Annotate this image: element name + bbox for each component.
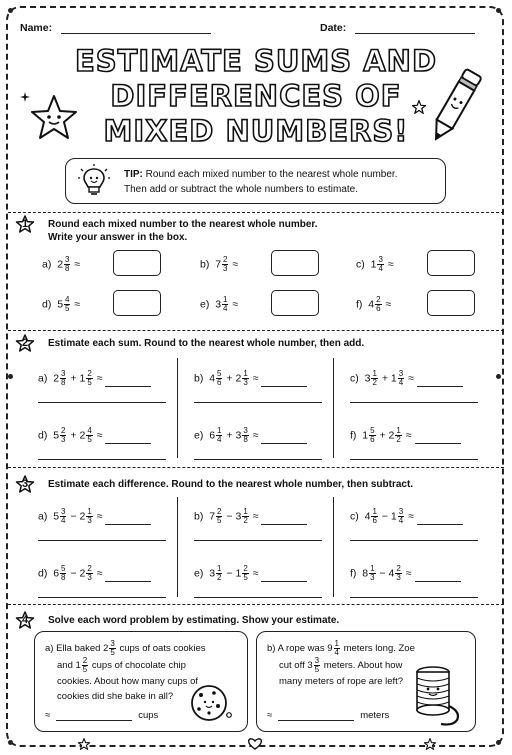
operator: − — [379, 567, 386, 580]
estimate-blank[interactable] — [261, 572, 307, 582]
whole-number: 4 — [368, 298, 375, 311]
date-label: Date: — [320, 22, 347, 34]
work-line[interactable] — [350, 459, 478, 460]
border-dot — [8, 740, 13, 745]
lightbulb-icon — [76, 163, 112, 199]
fraction: $\frac{5}{8}$ — [61, 564, 66, 582]
answer-line-b[interactable]: ≈ meters — [267, 710, 390, 721]
whole-number: 1 — [235, 567, 242, 580]
whole-number: 2 — [79, 567, 86, 580]
border-dot — [496, 8, 501, 13]
fraction: $\frac{1}{2}$ — [217, 564, 222, 582]
text-fragment: and 1 — [57, 660, 81, 672]
approx-symbol: ≈ — [96, 372, 103, 385]
section-2-heading — [48, 337, 364, 350]
approx-symbol: ≈ — [96, 567, 103, 580]
footer-star-icon — [78, 738, 90, 750]
approx-symbol: ≈ — [408, 510, 414, 523]
border-dot — [8, 8, 13, 13]
problem-letter: e) — [200, 298, 210, 311]
work-line[interactable] — [38, 540, 166, 541]
whole-number: 3 — [209, 567, 216, 580]
whole-number: 1 — [390, 372, 397, 385]
section-4-heading — [48, 614, 339, 627]
problem-letter: f) — [350, 567, 357, 580]
whole-number: 5 — [57, 298, 64, 311]
round-problem — [200, 256, 238, 273]
work-line[interactable] — [38, 459, 166, 460]
whole-number: 3 — [235, 429, 242, 442]
operator: + — [381, 372, 388, 385]
text-fragment: cups of chocolate chip — [91, 660, 186, 672]
fraction: $\frac{5}{6}$ — [217, 369, 222, 387]
section-number: 2 — [21, 337, 29, 349]
text-fragment: cookies did she bake in all? — [57, 691, 174, 702]
fraction: $\frac{1}{2}$ — [243, 507, 248, 525]
fraction: $\frac{1}{3}$ — [87, 507, 92, 525]
text-fragment: cookies. About how many cups of — [57, 676, 198, 687]
fraction: $\frac{3}{4}$ — [398, 369, 404, 387]
tip-text — [124, 167, 398, 197]
fraction: $\frac{2}{3}$ — [87, 564, 92, 582]
heading-line: Estimate each sum. Round to the nearest whole number, then add. — [48, 338, 365, 349]
whole-number: 4 — [364, 510, 371, 523]
name-label: Name: — [20, 22, 53, 34]
unit-label: meters — [360, 710, 390, 721]
sum-problem — [194, 370, 307, 387]
estimate-blank[interactable] — [105, 434, 151, 444]
estimate-blank[interactable] — [417, 515, 463, 525]
approx-symbol: ≈ — [96, 510, 103, 523]
estimate-blank[interactable] — [105, 572, 151, 582]
whole-number: 6 — [209, 429, 216, 442]
operator: − — [70, 567, 77, 580]
whole-number: 2 — [235, 372, 242, 385]
heading-line: Solve each word problem by estimating. Show your estimate. — [48, 615, 340, 626]
answer-box[interactable] — [271, 250, 319, 276]
heart-icon — [240, 737, 270, 751]
footer-star-icon — [424, 738, 436, 750]
estimate-blank[interactable] — [415, 434, 461, 444]
work-line[interactable] — [350, 540, 478, 541]
answer-box[interactable] — [113, 290, 161, 316]
answer-line-a[interactable]: ≈ cups — [45, 710, 159, 721]
problem-letter: a) — [42, 258, 52, 271]
work-line[interactable] — [350, 597, 478, 598]
whole-number: 3 — [364, 372, 371, 385]
whole-number: 4 — [209, 372, 216, 385]
fraction: $\frac{1}{4}$ — [334, 639, 339, 657]
estimate-blank[interactable] — [261, 515, 307, 525]
sum-problem — [350, 427, 461, 444]
whole-number: 8 — [362, 567, 369, 580]
fraction: $\frac{2}{6}$ — [376, 295, 381, 313]
operator: − — [226, 567, 233, 580]
whole-number: 3 — [235, 510, 242, 523]
text-fragment: cut off 3 — [279, 660, 313, 672]
estimate-blank[interactable] — [417, 377, 463, 387]
border-dot — [496, 374, 501, 379]
problem-letter: e) — [194, 567, 204, 580]
fraction: $\frac{4}{5}$ — [65, 295, 70, 313]
fraction: $\frac{2}{5}$ — [243, 564, 248, 582]
fraction: $\frac{2}{5}$ — [217, 507, 222, 525]
problem-letter: d) — [42, 298, 52, 311]
section-3-heading — [48, 478, 413, 491]
whole-number: 2 — [79, 429, 86, 442]
sum-problem — [350, 370, 463, 387]
operator: − — [381, 510, 388, 523]
title-line-3: MIXED NUMBERS! — [103, 114, 409, 148]
round-problem — [356, 296, 391, 313]
sum-problem — [38, 370, 151, 387]
heading-line: Round each mixed number to the nearest whole number. — [48, 219, 318, 230]
word-problem-a-text — [45, 640, 206, 704]
diff-problem — [38, 508, 151, 525]
border-dot — [8, 374, 13, 379]
whole-number: 3 — [215, 298, 222, 311]
sum-problem — [194, 427, 307, 444]
approx-symbol: ≈ — [408, 372, 414, 385]
word-problem-a — [34, 631, 248, 732]
whole-number: 4 — [388, 567, 395, 580]
operator: + — [226, 372, 233, 385]
section-number-badge — [15, 215, 35, 235]
approx-symbol: ≈ — [252, 372, 259, 385]
section-number-badge — [15, 475, 35, 495]
fraction: $\frac{1}{3}$ — [243, 369, 248, 387]
approx-symbol: ≈ — [74, 298, 81, 311]
problem-letter: b) — [194, 372, 204, 385]
problem-letter: c) — [356, 258, 365, 271]
fraction: $\frac{3}{8}$ — [61, 369, 66, 387]
fraction: $\frac{1}{2}$ — [372, 369, 377, 387]
answer-box[interactable] — [113, 250, 161, 276]
fraction: $\frac{2}{3}$ — [61, 426, 66, 444]
date-field[interactable] — [320, 22, 475, 34]
tip-box — [65, 158, 446, 204]
cookie-icon — [187, 682, 233, 722]
operator: + — [70, 372, 77, 385]
approx-symbol: ≈ — [405, 429, 412, 442]
section-number-badge — [15, 334, 35, 354]
whole-number: 1 — [79, 372, 86, 385]
problem-letter: a) — [38, 510, 48, 523]
whole-number: 1 — [390, 510, 397, 523]
approx-symbol: ≈ — [74, 258, 81, 271]
section-number: 1 — [21, 218, 29, 230]
rope-spool-icon — [407, 662, 469, 728]
work-line[interactable] — [194, 459, 322, 460]
diff-problem — [38, 565, 151, 582]
section-number: 4 — [21, 614, 29, 626]
problem-letter: b) — [194, 510, 204, 523]
column-divider — [333, 497, 334, 597]
fraction: $\frac{1}{2}$ — [396, 426, 401, 444]
estimate-blank[interactable] — [261, 377, 307, 387]
fraction: $\frac{2}{5}$ — [82, 656, 88, 674]
problem-letter: d) — [38, 429, 48, 442]
date-line — [355, 23, 475, 34]
unit-label: cups — [138, 710, 159, 721]
problem-letter: d) — [38, 567, 48, 580]
text-fragment: Ella baked 2 — [56, 643, 109, 655]
operator: − — [70, 510, 77, 523]
section-number: 3 — [21, 478, 29, 490]
whole-number: 5 — [53, 510, 60, 523]
problem-letter: f) — [350, 429, 357, 442]
approx-symbol: ≈ — [252, 429, 259, 442]
problem-letter: c) — [350, 372, 359, 385]
section-divider — [8, 212, 504, 213]
section-1-heading — [48, 218, 318, 244]
problem-letter: a) — [38, 372, 48, 385]
whole-number: 2 — [388, 429, 395, 442]
diff-problem — [194, 508, 307, 525]
whole-number: 7 — [215, 258, 222, 271]
text-fragment: cups of oats cookies — [119, 643, 206, 655]
problem-letter: f) — [356, 298, 363, 311]
work-line[interactable] — [194, 402, 322, 403]
text-fragment: A rope was 9 — [277, 643, 333, 655]
word-problem-b — [256, 631, 476, 732]
fraction: $\frac{2}{5}$ — [87, 369, 92, 387]
answer-box[interactable] — [427, 290, 475, 316]
fraction: $\frac{1}{3}$ — [370, 564, 375, 582]
column-divider — [177, 497, 178, 597]
fraction: $\frac{3}{8}$ — [243, 426, 248, 444]
fraction: $\frac{1}{4}$ — [223, 295, 228, 313]
name-field[interactable] — [20, 22, 211, 34]
whole-number: 1 — [362, 429, 369, 442]
estimate-blank[interactable] — [261, 434, 307, 444]
problem-letter: c) — [350, 510, 359, 523]
round-problem — [42, 256, 80, 273]
fraction: $\frac{3}{4}$ — [398, 507, 404, 525]
operator: − — [226, 510, 233, 523]
round-problem — [200, 296, 238, 313]
whole-number: 2 — [79, 510, 86, 523]
fraction: $\frac{2}{3}$ — [396, 564, 401, 582]
heading-line: Estimate each difference. Round to the nearest whole number, then subtract. — [48, 479, 414, 490]
column-divider — [333, 358, 334, 458]
section-divider — [8, 604, 504, 605]
estimate-blank[interactable] — [105, 515, 151, 525]
fraction: $\frac{3}{5}$ — [314, 656, 320, 674]
fraction: $\frac{1}{4}$ — [217, 426, 222, 444]
estimate-blank[interactable] — [105, 377, 151, 387]
title-line-2: DIFFERENCES OF — [110, 79, 402, 113]
sum-problem — [38, 427, 151, 444]
approx-symbol: ≈ — [252, 567, 259, 580]
problem-letter: b) — [200, 258, 210, 271]
work-line[interactable] — [350, 402, 478, 403]
whole-number: 2 — [53, 372, 60, 385]
work-line[interactable] — [194, 597, 322, 598]
fraction: $\frac{5}{6}$ — [370, 426, 375, 444]
approx-symbol: ≈ — [385, 298, 392, 311]
section-divider — [8, 330, 504, 331]
fraction: $\frac{3}{4}$ — [61, 507, 66, 525]
text-fragment: meters. About how — [323, 660, 403, 672]
whole-number: 6 — [53, 567, 60, 580]
approx-symbol: ≈ — [405, 567, 412, 580]
fraction: $\frac{4}{5}$ — [87, 426, 92, 444]
fraction: $\frac{3}{5}$ — [110, 639, 115, 657]
fraction: $\frac{1}{6}$ — [372, 507, 377, 525]
sparkle-icon — [20, 92, 30, 102]
problem-letter: b) — [267, 643, 276, 655]
name-line — [61, 23, 211, 34]
approx-symbol: ≈ — [96, 429, 103, 442]
problem-letter: e) — [194, 429, 204, 442]
fraction: $\frac{3}{4}$ — [378, 255, 383, 273]
operator: + — [70, 429, 77, 442]
whole-number: 1 — [370, 258, 377, 271]
operator: + — [226, 429, 233, 442]
estimate-blank[interactable] — [415, 572, 461, 582]
fraction: $\frac{3}{8}$ — [65, 255, 70, 273]
heading-line: Write your answer in the box. — [48, 232, 188, 243]
star-mascot-icon — [28, 93, 80, 143]
section-divider — [8, 467, 504, 468]
approx-symbol: ≈ — [252, 510, 259, 523]
approx-symbol: ≈ — [387, 258, 394, 271]
tip-line-1: Round each mixed number to the nearest whole number. — [145, 169, 398, 180]
whole-number: 5 — [53, 429, 60, 442]
column-divider — [177, 358, 178, 458]
section-number-badge — [15, 611, 35, 631]
tip-label: TIP: — [124, 169, 143, 180]
text-fragment: meters long. Zoe — [343, 643, 415, 655]
pencil-mascot-icon — [425, 62, 485, 150]
whole-number: 2 — [57, 258, 64, 271]
answer-box[interactable] — [271, 290, 319, 316]
word-problem-b-text — [267, 640, 415, 689]
answer-box[interactable] — [427, 250, 475, 276]
small-star-icon — [412, 100, 426, 114]
round-problem — [42, 296, 80, 313]
problem-letter: a) — [45, 643, 54, 655]
work-line[interactable] — [38, 402, 166, 403]
text-fragment: many meters of rope are left? — [279, 676, 404, 687]
tip-line-2: Then add or subtract the whole numbers to estimate. — [124, 184, 359, 195]
diff-problem — [194, 565, 307, 582]
diff-problem — [350, 565, 461, 582]
diff-problem — [350, 508, 463, 525]
round-problem — [356, 256, 394, 273]
title-line-1: ESTIMATE SUMS AND — [74, 44, 438, 78]
operator: + — [379, 429, 386, 442]
border-dot — [496, 740, 501, 745]
approx-symbol: ≈ — [232, 258, 239, 271]
fraction: $\frac{2}{3}$ — [223, 255, 228, 273]
work-line[interactable] — [38, 597, 166, 598]
approx-symbol: ≈ — [232, 298, 239, 311]
work-line[interactable] — [194, 540, 322, 541]
whole-number: 7 — [209, 510, 216, 523]
